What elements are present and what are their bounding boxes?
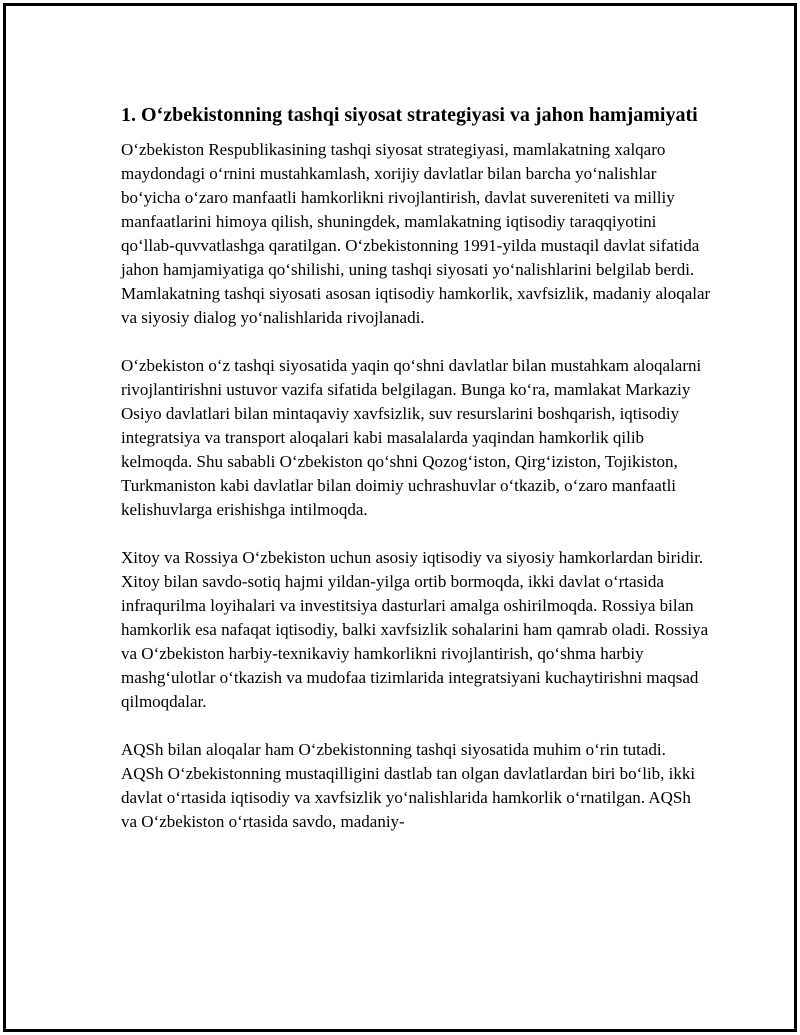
paragraph-1: O‘zbekiston Respublikasining tashqi siyosat strategiyasi, mamlakatning xalqaro maydondagi o‘rnini mustahkamlash, xorijiy davlatlar bilan barcha yo‘nalishlar bo‘yicha o‘zaro manfaatli hamkorlikni rivojlantirish, davlat suvereniteti va milliy manfaatlarini himoya qilish, shuningdek, mamlakatning iqtisodiy taraqqiyotini qo‘llab-quvvatlashga qaratilgan. O‘zbekistonning 1991-yilda mustaqil davlat sifatida jahon hamjamiyatiga qo‘shilishi, uning tashqi siyosati yo‘nalishlarini belgilab berdi. Mamlakatning tashqi siyosati asosan iqtisodiy hamkorlik, xavfsizlik, madaniy aloqalar va siyosiy dialog yo‘nalishlarida rivojlanadi.	[121, 140, 711, 327]
paragraph-3: Xitoy va Rossiya O‘zbekiston uchun asosiy iqtisodiy va siyosiy hamkorlardan biridir. Xitoy bilan savdo-sotiq hajmi yildan-yilga ortib bormoqda, ikki davlat o‘rtasida infraqurilma loyihalari va investitsiya dasturlari amalga oshirilmoqda. Rossiya bilan hamkorlik esa nafaqat iqtisodiy, balki xavfsizlik sohalarini ham qamrab oladi. Rossiya va O‘zbekiston harbiy-texnikaviy hamkorlikni rivojlantirish, qo‘shma harbiy mashg‘ulotlar o‘tkazish va mudofaa tizimlarida integratsiyani kuchaytirishni maqsad qilmoqdalar.	[121, 548, 709, 711]
paragraph-4: AQSh bilan aloqalar ham O‘zbekistonning tashqi siyosatida muhim o‘rin tutadi. AQSh O‘zbekistonning mustaqilligini dastlab tan olgan davlatlardan biri bo‘lib, ikki davlat o‘rtasida iqtisodiy va xavfsizlik yo‘nalishlarida hamkorlik o‘rnatilgan. AQSh va O‘zbekiston o‘rtasida savdo, madaniy-	[121, 740, 696, 831]
document-page	[3, 3, 797, 1032]
document-body	[121, 102, 711, 858]
section-title: 1. O‘zbekistonning tashqi siyosat strategiyasi va jahon hamjamiyati	[121, 104, 698, 126]
paragraph-2: O‘zbekiston o‘z tashqi siyosatida yaqin qo‘shni davlatlar bilan mustahkam aloqalarni rivojlantirishni ustuvor vazifa sifatida belgilagan. Bunga ko‘ra, mamlakat Markaziy Osiyo davlatlari bilan mintaqaviy xavfsizlik, suv resurslarini boshqarish, iqtisodiy integratsiya va transport aloqalari kabi masalalarda yaqindan hamkorlik qilib kelmoqda. Shu sababli O‘zbekiston qo‘shni Qozog‘iston, Qirg‘iziston, Tojikiston, Turkmaniston kabi davlatlar bilan doimiy uchrashuvlar o‘tkazib, o‘zaro manfaatli kelishuvlarga erishishga intilmoqda.	[121, 356, 702, 519]
